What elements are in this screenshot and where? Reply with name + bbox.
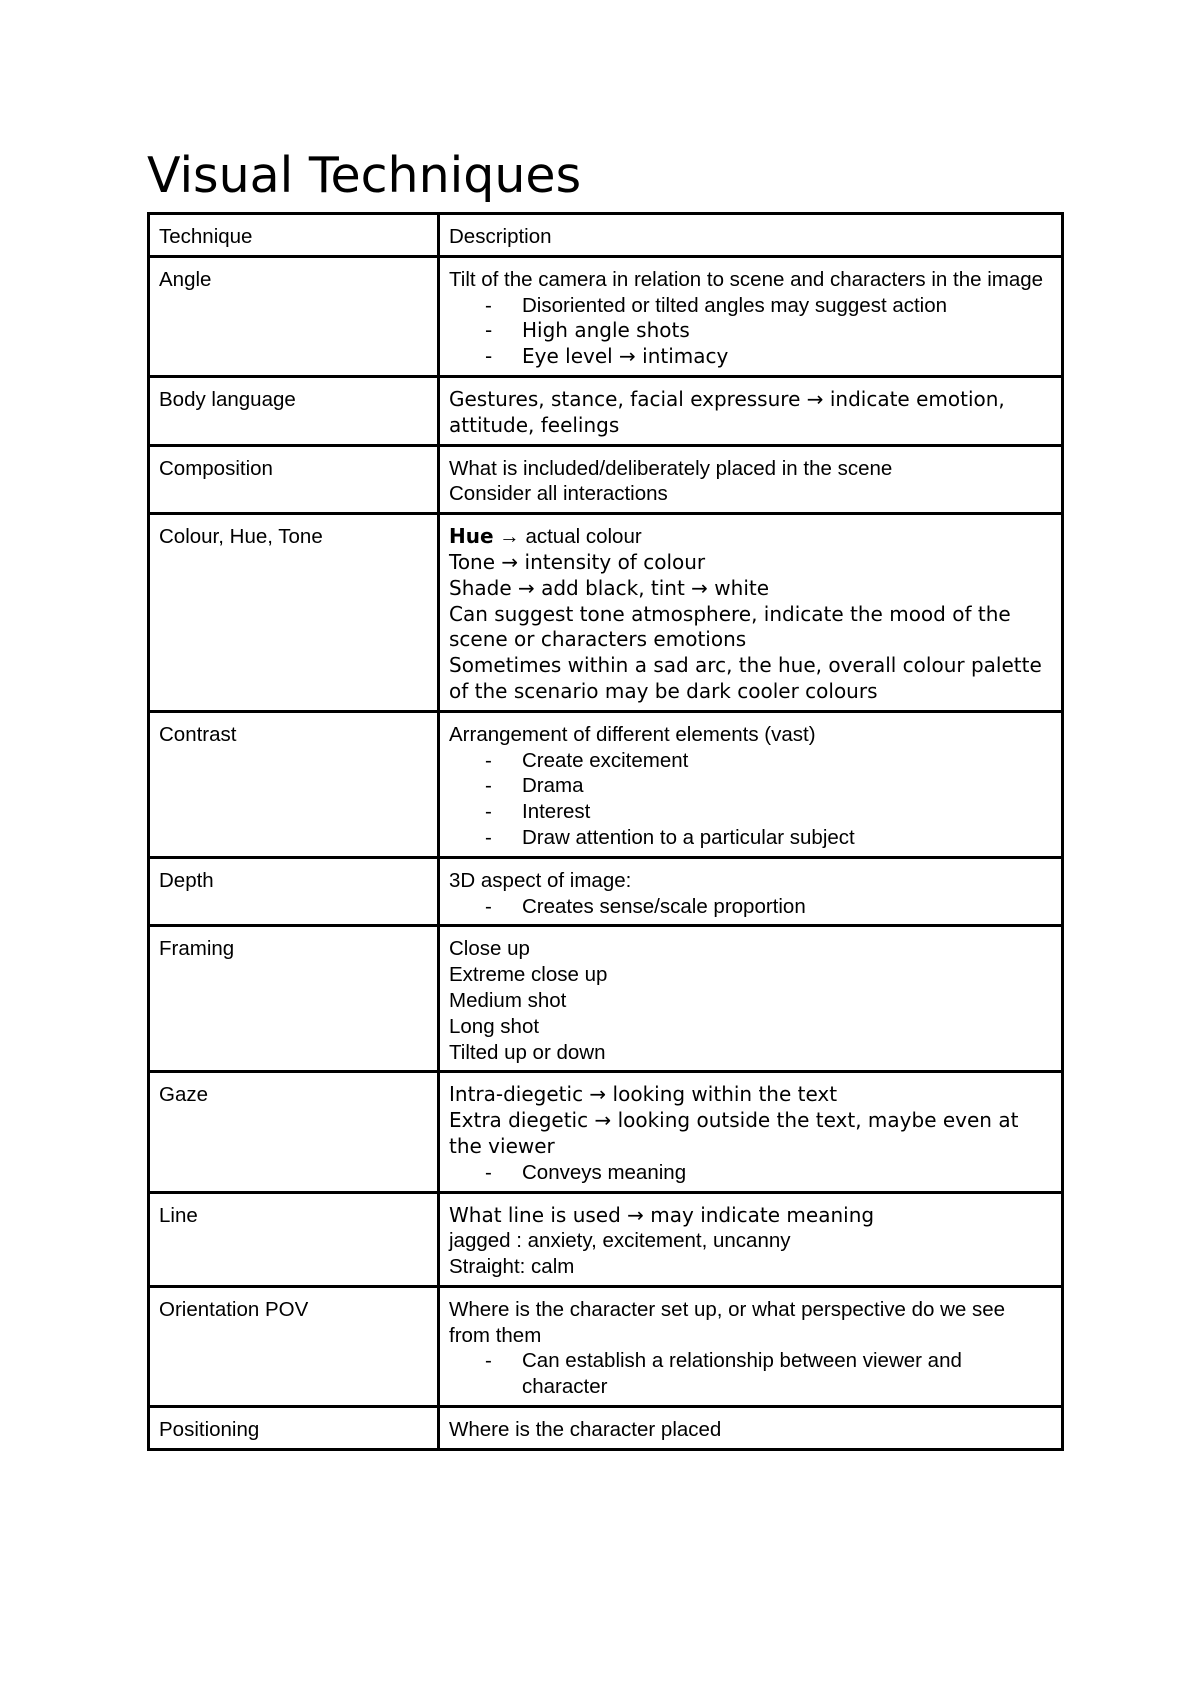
technique-cell: Depth xyxy=(149,857,439,926)
technique-cell: Composition xyxy=(149,445,439,514)
description-cell xyxy=(439,1407,1063,1450)
description-bullet: - Eye level → intimacy xyxy=(449,344,1051,370)
description-line: Close up xyxy=(449,937,530,961)
table-row xyxy=(149,376,1063,445)
description-line: Gestures, stance, facial expressure → indicate emotion, attitude, feelings xyxy=(449,386,1005,437)
technique-cell: Colour, Hue, Tone xyxy=(149,514,439,712)
table-row xyxy=(149,1192,1063,1286)
page-title: Visual Techniques xyxy=(147,147,582,204)
description-line: Intra-diegetic → looking within the text xyxy=(449,1082,838,1107)
technique-cell: Body language xyxy=(149,376,439,445)
description-bullet: - Disoriented or tilted angles may suggest action xyxy=(449,293,1051,319)
description-line: Long shot xyxy=(449,1014,540,1038)
description-cell xyxy=(439,1192,1063,1286)
technique-cell: Positioning xyxy=(149,1407,439,1450)
description-line: Tone → intensity of colour xyxy=(449,549,706,574)
description-line: Medium shot xyxy=(449,988,567,1012)
description-cell xyxy=(439,445,1063,514)
technique-cell: Line xyxy=(149,1192,439,1286)
table-row xyxy=(149,1072,1063,1192)
description-line: jagged : anxiety, excitement, uncanny xyxy=(449,1229,791,1253)
description-line: Straight: calm xyxy=(449,1255,575,1279)
description-bullet: - Can establish a relationship between viewer and character xyxy=(449,1348,1051,1400)
table-row xyxy=(149,857,1063,926)
description-bullet: - Interest xyxy=(449,799,1051,825)
description-bullet: - Creates sense/scale proportion xyxy=(449,894,1051,920)
description-cell xyxy=(439,1286,1063,1406)
description-cell xyxy=(439,926,1063,1072)
table-header-row xyxy=(149,214,1063,257)
description-bullet: - Create excitement xyxy=(449,748,1051,774)
header-description: Description xyxy=(439,214,1063,257)
description-line: Shade → add black, tint → white xyxy=(449,575,770,600)
description-line: What line is used → may indicate meaning xyxy=(449,1202,875,1227)
table-row xyxy=(149,1407,1063,1450)
description-line: Consider all interactions xyxy=(449,482,668,506)
description-line: Tilt of the camera in relation to scene and characters in the image xyxy=(449,267,1044,291)
description-line: Arrangement of different elements (vast) xyxy=(449,722,816,746)
description-bullet: - Conveys meaning xyxy=(449,1160,1051,1186)
description-term: Hue xyxy=(449,524,494,549)
description-cell xyxy=(439,1072,1063,1192)
technique-cell: Orientation POV xyxy=(149,1286,439,1406)
description-cell xyxy=(439,711,1063,857)
description-line: Where is the character placed xyxy=(449,1418,722,1442)
description-text: → actual colour xyxy=(499,525,642,549)
description-line xyxy=(449,524,1051,550)
description-bullet: - Drama xyxy=(449,773,1051,799)
description-line: Where is the character set up, or what perspective do we see from them xyxy=(449,1297,1006,1347)
techniques-table xyxy=(147,212,1064,1451)
description-line: 3D aspect of image: xyxy=(449,868,632,892)
technique-cell: Gaze xyxy=(149,1072,439,1192)
table-row xyxy=(149,926,1063,1072)
technique-cell: Contrast xyxy=(149,711,439,857)
description-line: Sometimes within a sad arc, the hue, overall colour palette of the scenario may be dark cooler colours xyxy=(449,653,1042,703)
table-row xyxy=(149,256,1063,376)
description-line: What is included/deliberately placed in the scene xyxy=(449,456,893,480)
description-line: Extreme close up xyxy=(449,963,608,987)
table-row xyxy=(149,711,1063,857)
table-row xyxy=(149,445,1063,514)
table-row xyxy=(149,514,1063,712)
header-technique: Technique xyxy=(149,214,439,257)
technique-cell: Framing xyxy=(149,926,439,1072)
description-bullet: - Draw attention to a particular subject xyxy=(449,825,1051,851)
description-cell xyxy=(439,256,1063,376)
description-cell xyxy=(439,857,1063,926)
description-line: Extra diegetic → looking outside the text, maybe even at the viewer xyxy=(449,1108,1019,1158)
table-row xyxy=(149,1286,1063,1406)
description-cell xyxy=(439,514,1063,712)
description-bullet: - High angle shots xyxy=(449,318,1051,344)
description-line: Tilted up or down xyxy=(449,1040,606,1064)
description-cell xyxy=(439,376,1063,445)
description-line: Can suggest tone atmosphere, indicate the mood of the scene or characters emotions xyxy=(449,601,1011,652)
technique-cell: Angle xyxy=(149,256,439,376)
